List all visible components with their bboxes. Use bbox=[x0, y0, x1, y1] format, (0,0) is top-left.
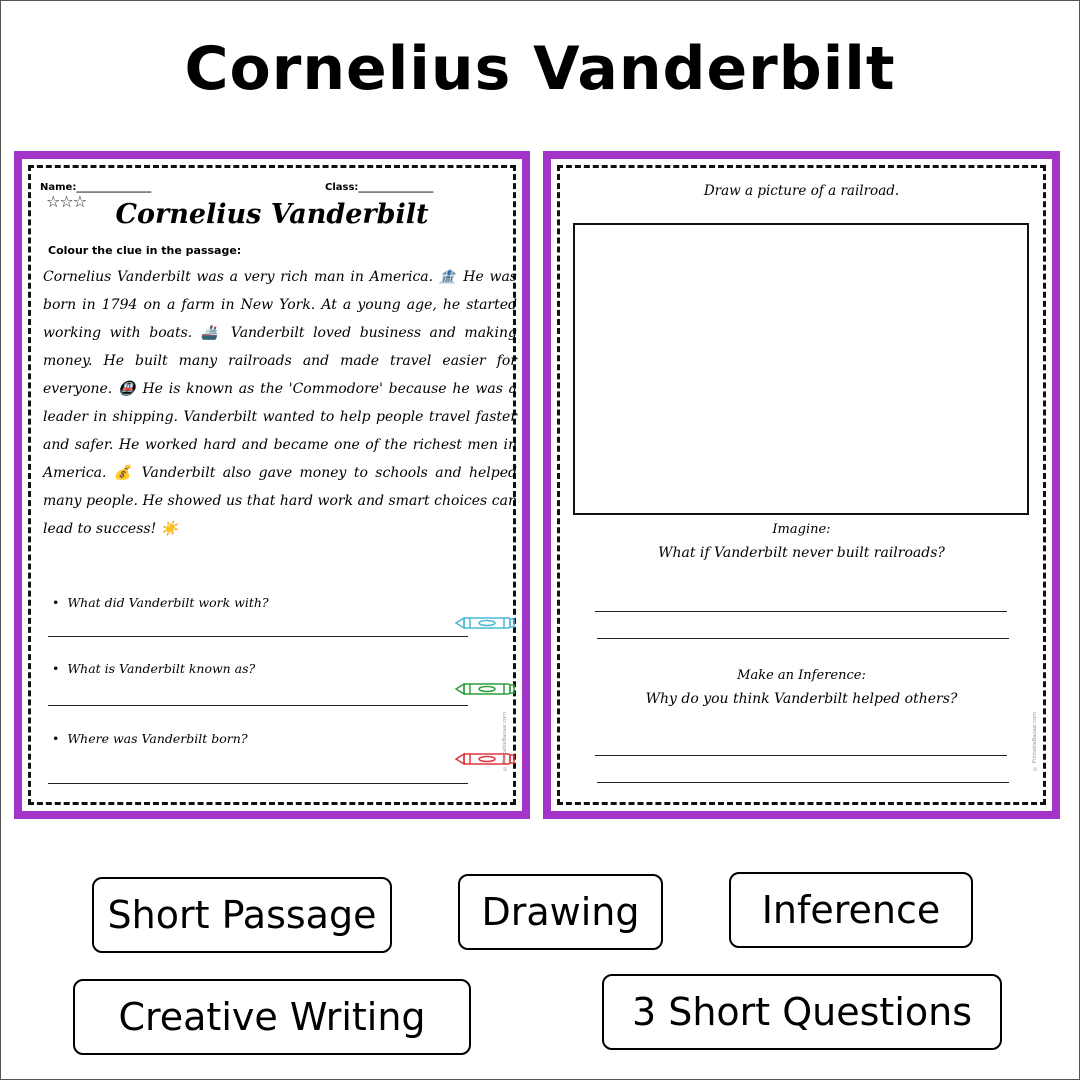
question-1 bbox=[52, 595, 269, 610]
question-1-text: What did Vanderbilt work with? bbox=[67, 595, 269, 610]
answer-line-2[interactable] bbox=[48, 705, 468, 706]
imagine-answer-line-2[interactable] bbox=[597, 638, 1009, 639]
blue-crayon-icon bbox=[454, 615, 516, 631]
inference-answer-line-1[interactable] bbox=[595, 755, 1007, 756]
bullet-icon: • bbox=[52, 595, 68, 610]
answer-line-1[interactable] bbox=[48, 636, 468, 637]
imagine-question: What if Vanderbilt never built railroads? bbox=[658, 545, 945, 561]
imagine-answer-line-1[interactable] bbox=[595, 611, 1007, 612]
bullet-icon: • bbox=[52, 731, 68, 746]
tag-short-passage: Short Passage bbox=[92, 877, 392, 953]
watermark: © PrintableBazaar.com bbox=[502, 712, 508, 771]
inference-label: Make an Inference: bbox=[737, 668, 866, 683]
tag-3-short-questions: 3 Short Questions bbox=[602, 974, 1002, 1050]
green-crayon-icon bbox=[454, 681, 516, 697]
question-3-text: Where was Vanderbilt born? bbox=[67, 731, 248, 746]
reading-passage: Cornelius Vanderbilt was a very rich man in America. 🏦 He was born in 1794 on a farm in New York. At a young age, he started working with boats. 🚢 Vanderbilt loved business and making money. He built many railroads and made travel easier for everyone. 🚇 He is known as the 'Commodore' because he was a leader in shipping. Vanderbilt wanted to help people travel faster and safer. He worked hard and became one of the richest men in America. 💰 Vanderbilt also gave money to schools and helped many people. He showed us that hard work and smart choices can lead to success! ☀️ bbox=[43, 269, 517, 537]
imagine-label: Imagine: bbox=[772, 522, 831, 537]
instruction-text: Colour the clue in the passage: bbox=[48, 244, 242, 257]
watermark: © PrintableBazaar.com bbox=[1032, 712, 1038, 771]
answer-line-3[interactable] bbox=[48, 783, 468, 784]
inference-question: Why do you think Vanderbilt helped others? bbox=[645, 691, 958, 707]
bullet-icon: • bbox=[52, 661, 68, 676]
question-3 bbox=[52, 731, 248, 746]
question-2-text: What is Vanderbilt known as? bbox=[67, 661, 256, 676]
worksheet-title: Cornelius Vanderbilt bbox=[115, 199, 429, 230]
tag-inference: Inference bbox=[729, 872, 973, 948]
draw-prompt: Draw a picture of a railroad. bbox=[703, 183, 900, 199]
class-field-label: Class:_______________ bbox=[325, 182, 434, 193]
drawing-box[interactable] bbox=[573, 223, 1029, 515]
worksheet-page-activities bbox=[543, 151, 1060, 819]
question-2 bbox=[52, 661, 255, 676]
page-title: Cornelius Vanderbilt bbox=[184, 34, 896, 104]
worksheet-paper bbox=[22, 159, 522, 811]
tag-creative-writing: Creative Writing bbox=[73, 979, 471, 1055]
worksheet-paper bbox=[551, 159, 1052, 811]
worksheet-page-passage bbox=[14, 151, 530, 819]
name-field-label: Name:_______________ bbox=[40, 182, 152, 193]
tag-drawing: Drawing bbox=[458, 874, 663, 950]
inference-answer-line-2[interactable] bbox=[597, 782, 1009, 783]
rating-stars-icon: ☆☆☆ bbox=[46, 192, 87, 211]
